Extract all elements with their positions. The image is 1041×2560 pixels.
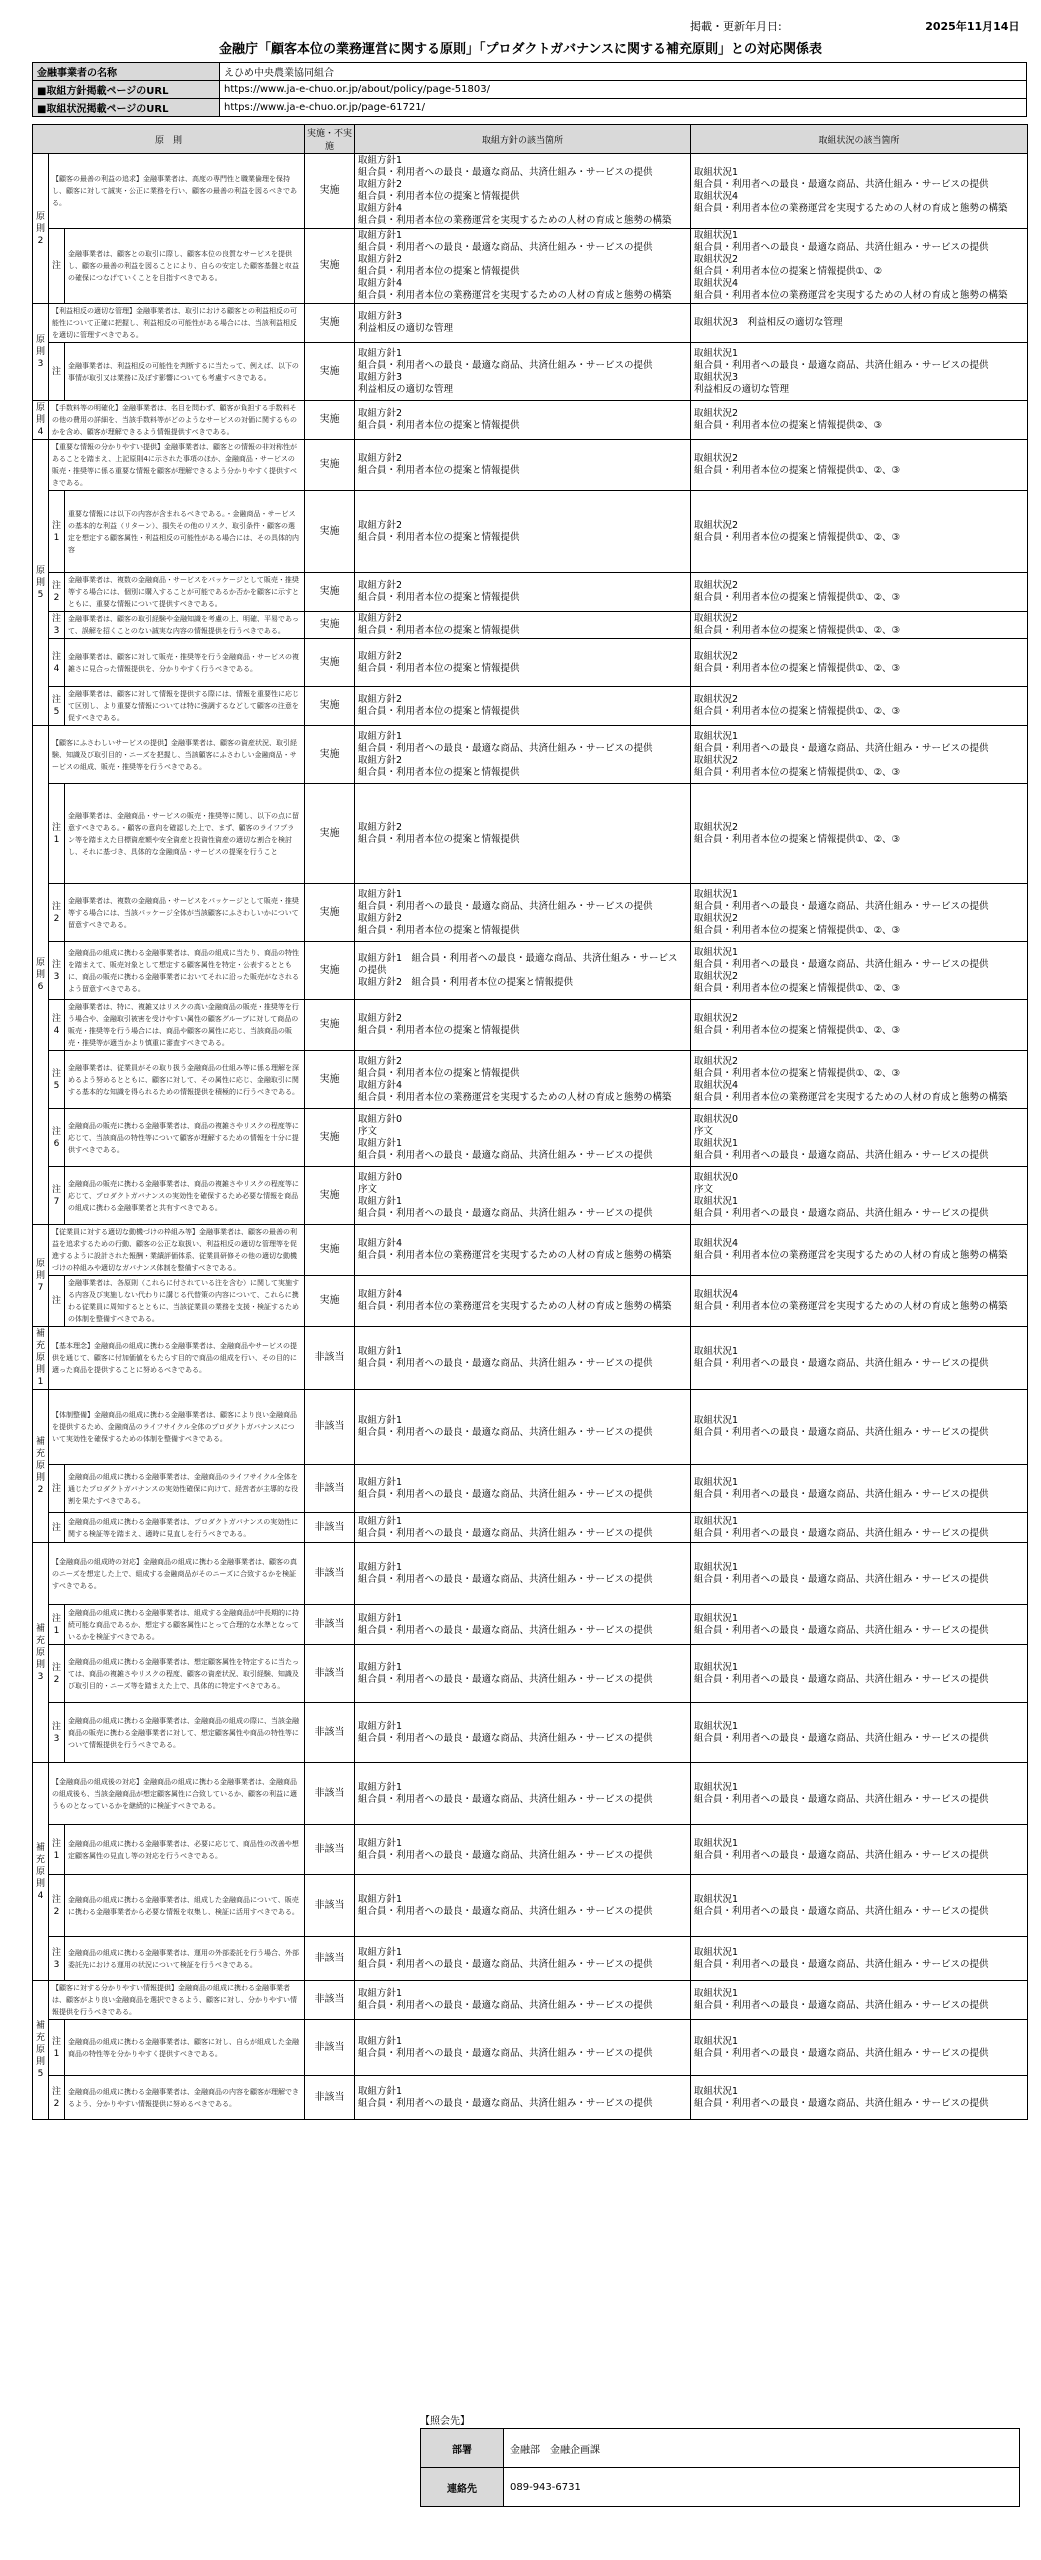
sub-label: 注3	[49, 942, 65, 1000]
policy-ref: 取組方針1 組合員・利用者への最良・最適な商品、共済仕組み・サービスの提供	[355, 1390, 691, 1465]
status-cell: 実施	[305, 229, 355, 304]
policy-ref: 取組方針0 序文 取組方針1 組合員・利用者への最良・最適な商品、共済仕組み・サービスの提供	[355, 1167, 691, 1225]
table-row	[33, 491, 1028, 573]
col-header-progress: 取組状況の該当箇所	[691, 125, 1028, 154]
status-cell: 実施	[305, 440, 355, 491]
status-ref: 取組状況1 組合員・利用者への最良・最適な商品、共済仕組み・サービスの提供	[691, 1981, 1028, 2020]
status-cell: 実施	[305, 1276, 355, 1327]
policy-ref: 取組方針1 組合員・利用者への最良・最適な商品、共済仕組み・サービスの提供	[355, 1981, 691, 2020]
status-cell: 実施	[305, 1000, 355, 1051]
status-ref: 取組状況1 組合員・利用者への最良・最適な商品、共済仕組み・サービスの提供	[691, 2020, 1028, 2076]
sub-label: 注2	[49, 1645, 65, 1703]
table-row	[33, 1109, 1028, 1167]
org-label: 金融事業者の名称	[33, 63, 220, 81]
sub-label: 注5	[49, 1051, 65, 1109]
table-row	[33, 1825, 1028, 1875]
sub-label: 注5	[49, 687, 65, 726]
contact-tel-value: 089-943-6731	[504, 2468, 1020, 2507]
principle-text: 金融事業者は、顧客に対して販売・推奨等を行う金融商品・サービスの複雑さに見合った情報提供を、分かりやすく行うべきである。	[65, 639, 305, 687]
table-row	[33, 612, 1028, 639]
table-row	[33, 1390, 1028, 1465]
table-row	[33, 726, 1028, 784]
status-cell: 実施	[305, 884, 355, 942]
principle-text: 【手数料等の明確化】金融事業者は、名目を問わず、顧客が負担する手数料その他の費用の詳細を、当該手数料等がどのようなサービスの対価に関するものかを含め、顧客が理解できるよう情報提供すべきである。	[49, 401, 305, 440]
policy-ref: 取組方針2 組合員・利用者本位の提案と情報提供	[355, 1000, 691, 1051]
status-cell: 非該当	[305, 1513, 355, 1543]
table-row	[33, 2020, 1028, 2076]
table-row	[33, 154, 1028, 229]
status-ref: 取組状況1 組合員・利用者への最良・最適な商品、共済仕組み・サービスの提供	[691, 2076, 1028, 2120]
policy-ref: 取組方針3 利益相反の適切な管理	[355, 304, 691, 343]
status-ref: 取組状況2 組合員・利用者本位の提案と情報提供①、②、③ 取組状況4 組合員・利用者本位の業務運営を実現するための人材の育成と態勢の構築	[691, 1051, 1028, 1109]
table-row	[33, 639, 1028, 687]
table-row	[33, 1763, 1028, 1825]
principle-text: 【従業員に対する適切な動機づけの枠組み等】金融事業者は、顧客の最善の利益を追求するための行動、顧客の公正な取扱い、利益相反の適切な管理等を促進するように設計された報酬・業績評価体系、従業員研修その他の適切な動機づけの枠組みや適切なガバナンス体制を整備すべきである。	[49, 1225, 305, 1276]
policy-ref: 取組方針4 組合員・利用者本位の業務運営を実現するための人材の育成と態勢の構築	[355, 1225, 691, 1276]
status-ref: 取組状況1 組合員・利用者への最良・最適な商品、共済仕組み・サービスの提供	[691, 1543, 1028, 1605]
sub-label: 注	[49, 343, 65, 401]
contact-dept-value: 金融部 金融企画課	[504, 2429, 1020, 2468]
table-row	[33, 1327, 1028, 1390]
table-row	[33, 1937, 1028, 1981]
sub-label: 注3	[49, 1937, 65, 1981]
table-row	[33, 1543, 1028, 1605]
status-ref: 取組状況2 組合員・利用者本位の提案と情報提供①、②、③	[691, 1000, 1028, 1051]
document-title: 金融庁「顧客本位の業務運営に関する原則」「プロダクトガバナンスに関する補充原則」との対応関係表	[218, 42, 823, 57]
status-ref: 取組状況3 利益相反の適切な管理	[691, 304, 1028, 343]
policy-ref: 取組方針1 組合員・利用者への最良・最適な商品、共済仕組み・サービスの提供 取組方針2 組合員・利用者本位の提案と情報提供	[355, 942, 691, 1000]
status-cell: 実施	[305, 1167, 355, 1225]
contact-tel-label: 連絡先	[421, 2468, 504, 2507]
table-row	[33, 1465, 1028, 1513]
policy-ref: 取組方針2 組合員・利用者本位の提案と情報提供 取組方針4 組合員・利用者本位の業務運営を実現するための人材の育成と態勢の構築	[355, 1051, 691, 1109]
table-row	[33, 1645, 1028, 1703]
principle-text: 【体制整備】金融商品の組成に携わる金融事業者は、顧客により良い金融商品を提供するため、金融商品のライフサイクル全体のプロダクトガバナンスについて実効性を確保するための体制を整備すべきである。	[49, 1390, 305, 1465]
sub-label: 注2	[49, 573, 65, 612]
sub-label: 注3	[49, 1703, 65, 1763]
table-row	[33, 401, 1028, 440]
principle-text: 重要な情報には以下の内容が含まれるべきである。・金融商品・サービスの基本的な利益（リターン）、損失その他のリスク、取引条件・顧客の選定を想定する顧客属性・利益相反の可能性がある場合には、その具体的内容	[65, 491, 305, 573]
principle-text: 金融事業者は、各原則（これらに付されている注を含む）に関して実施する内容及び実施しない代わりに講じる代替策の内容について、これらに携わる従業員に周知するとともに、当該従業員の業務を支援・検証するための体制を整備すべきである。	[65, 1276, 305, 1327]
pubdate-value: 2025年11月14日	[925, 20, 1020, 33]
status-cell: 非該当	[305, 1390, 355, 1465]
status-cell: 実施	[305, 1225, 355, 1276]
status-ref: 取組状況1 組合員・利用者への最良・最適な商品、共済仕組み・サービスの提供	[691, 1763, 1028, 1825]
policy-ref: 取組方針1 組合員・利用者への最良・最適な商品、共済仕組み・サービスの提供	[355, 1937, 691, 1981]
status-ref: 取組状況1 組合員・利用者への最良・最適な商品、共済仕組み・サービスの提供 取組状況2 組合員・利用者本位の提案と情報提供①、②、③	[691, 884, 1028, 942]
policy-ref: 取組方針1 組合員・利用者への最良・最適な商品、共済仕組み・サービスの提供 取組方針2 組合員・利用者本位の提案と情報提供 取組方針4 組合員・利用者本位の業務運営を実現するための人材の育成と態勢の構築	[355, 229, 691, 304]
status-ref: 取組状況1 組合員・利用者への最良・最適な商品、共済仕組み・サービスの提供	[691, 1825, 1028, 1875]
section-label: 補充原則2	[33, 1390, 49, 1543]
section-label: 補充原則1	[33, 1327, 49, 1390]
policy-ref: 取組方針1 組合員・利用者への最良・最適な商品、共済仕組み・サービスの提供	[355, 1327, 691, 1390]
status-ref: 取組状況1 組合員・利用者への最良・最適な商品、共済仕組み・サービスの提供	[691, 1605, 1028, 1645]
table-row	[33, 343, 1028, 401]
status-ref: 取組状況1 組合員・利用者への最良・最適な商品、共済仕組み・サービスの提供 取組状況2 組合員・利用者本位の提案と情報提供①、②、③	[691, 726, 1028, 784]
table-row	[33, 1703, 1028, 1763]
principle-text: 金融商品の組成に携わる金融事業者は、必要に応じて、商品性の改善や想定顧客属性の見直し等の対応を行うべきである。	[65, 1825, 305, 1875]
col-header-policy: 取組方針の該当箇所	[355, 125, 691, 154]
principle-text: 金融事業者は、従業員がその取り扱う金融商品の仕組み等に係る理解を深めるよう努めるとともに、顧客に対して、その属性に応じ、金融取引に関する基本的な知識を得られるための情報提供を積極的に行うべきである。	[65, 1051, 305, 1109]
policy-ref: 取組方針1 組合員・利用者への最良・最適な商品、共済仕組み・サービスの提供	[355, 1875, 691, 1937]
principle-text: 金融事業者は、金融商品・サービスの販売・推奨等に関し、以下の点に留意すべきである。・顧客の意向を確認した上で、まず、顧客のライフプラン等を踏まえた目標資産額や安全資産と投資性資産の適切な割合を検討し、それに基づき、具体的な金融商品・サービスの提案を行うこと	[65, 784, 305, 884]
status-ref: 取組状況1 組合員・利用者への最良・最適な商品、共済仕組み・サービスの提供 取組状況3 利益相反の適切な管理	[691, 343, 1028, 401]
policy-ref: 取組方針1 組合員・利用者への最良・最適な商品、共済仕組み・サービスの提供	[355, 1703, 691, 1763]
status-cell: 実施	[305, 401, 355, 440]
table-row	[33, 1981, 1028, 2020]
policy-ref: 取組方針1 組合員・利用者への最良・最適な商品、共済仕組み・サービスの提供	[355, 1645, 691, 1703]
sub-label: 注4	[49, 1000, 65, 1051]
pubdate	[690, 18, 1019, 34]
table-row	[33, 1513, 1028, 1543]
status-ref: 取組状況4 組合員・利用者本位の業務運営を実現するための人材の育成と態勢の構築	[691, 1225, 1028, 1276]
principle-text: 金融商品の組成に携わる金融事業者は、運用の外部委託を行う場合、外部委託先における運用の状況について検証を行うべきである。	[65, 1937, 305, 1981]
sub-label: 注1	[49, 1605, 65, 1645]
status-cell: 非該当	[305, 1981, 355, 2020]
col-header-status: 実施・不実施	[305, 125, 355, 154]
table-row	[33, 1276, 1028, 1327]
principle-text: 金融商品の組成に携わる金融事業者は、商品の組成に当たり、商品の特性を踏まえて、販売対象として想定する顧客属性を特定・公表するとともに、商品の販売に携わる金融事業者においてそれに沿った販売がなされるよう留意すべきである。	[65, 942, 305, 1000]
policy-ref: 取組方針2 組合員・利用者本位の提案と情報提供	[355, 687, 691, 726]
sub-label: 注1	[49, 491, 65, 573]
section-label: 原則4	[33, 401, 49, 440]
policy-ref: 取組方針2 組合員・利用者本位の提案と情報提供	[355, 639, 691, 687]
status-cell: 実施	[305, 687, 355, 726]
principle-text: 金融事業者は、利益相反の可能性を判断するに当たって、例えば、以下の事情が取引又は業務に及ぼす影響についても考慮すべきである。	[65, 343, 305, 401]
status-cell: 実施	[305, 343, 355, 401]
sub-label: 注	[49, 229, 65, 304]
policy-ref: 取組方針1 組合員・利用者への最良・最適な商品、共済仕組み・サービスの提供	[355, 1543, 691, 1605]
status-cell: 実施	[305, 573, 355, 612]
policy-ref: 取組方針2 組合員・利用者本位の提案と情報提供	[355, 491, 691, 573]
table-row	[33, 687, 1028, 726]
status-cell: 実施	[305, 491, 355, 573]
status-ref: 取組状況1 組合員・利用者への最良・最適な商品、共済仕組み・サービスの提供	[691, 1645, 1028, 1703]
sub-label: 注7	[49, 1167, 65, 1225]
status-ref: 取組状況2 組合員・利用者本位の提案と情報提供①、②、③	[691, 573, 1028, 612]
status-ref: 取組状況1 組合員・利用者への最良・最適な商品、共済仕組み・サービスの提供	[691, 1703, 1028, 1763]
section-label: 補充原則3	[33, 1543, 49, 1763]
policy-ref: 取組方針1 組合員・利用者への最良・最適な商品、共済仕組み・サービスの提供	[355, 1465, 691, 1513]
policy-ref: 取組方針1 組合員・利用者への最良・最適な商品、共済仕組み・サービスの提供	[355, 1825, 691, 1875]
table-row	[33, 573, 1028, 612]
table-row	[33, 440, 1028, 491]
principle-text: 金融事業者は、複数の金融商品・サービスをパッケージとして販売・推奨等する場合には、個別に購入することが可能であるか否かを顧客に示すとともに、重要な情報について提供すべきである。	[65, 573, 305, 612]
status-cell: 実施	[305, 304, 355, 343]
status-cell: 実施	[305, 1051, 355, 1109]
table-row	[33, 784, 1028, 884]
table-row	[33, 1051, 1028, 1109]
policy-ref: 取組方針1 組合員・利用者への最良・最適な商品、共済仕組み・サービスの提供	[355, 1763, 691, 1825]
status-ref: 取組状況2 組合員・利用者本位の提案と情報提供②、③	[691, 401, 1028, 440]
principle-text: 【顧客にふさわしいサービスの提供】金融事業者は、顧客の資産状況、取引経験、知識及び取引目的・ニーズを把握し、当該顧客にふさわしい金融商品・サービスの組成、販売・推奨等を行うべきである。	[49, 726, 305, 784]
status-url-link[interactable]: https://www.ja-e-chuo.or.jp/page-61721/	[220, 99, 1027, 117]
policy-ref: 取組方針4 組合員・利用者本位の業務運営を実現するための人材の育成と態勢の構築	[355, 1276, 691, 1327]
policy-ref: 取組方針1 組合員・利用者への最良・最適な商品、共済仕組み・サービスの提供	[355, 1513, 691, 1543]
meta-table	[32, 62, 1027, 117]
principle-text: 金融商品の組成に携わる金融事業者は、顧客に対し、自らが組成した金融商品の特性等を分かりやすく提供すべきである。	[65, 2020, 305, 2076]
section-label: 原則5	[33, 440, 49, 726]
status-cell: 実施	[305, 639, 355, 687]
section-label: 原則3	[33, 304, 49, 401]
table-row	[33, 942, 1028, 1000]
policy-ref: 取組方針1 組合員・利用者への最良・最適な商品、共済仕組み・サービスの提供 取組方針2 組合員・利用者本位の提案と情報提供 取組方針4 組合員・利用者本位の業務運営を実現するための人材の育成と態勢の構築	[355, 154, 691, 229]
policy-ref: 取組方針2 組合員・利用者本位の提案と情報提供	[355, 612, 691, 639]
policy-ref: 取組方針1 組合員・利用者への最良・最適な商品、共済仕組み・サービスの提供 取組方針2 組合員・利用者本位の提案と情報提供	[355, 726, 691, 784]
status-ref: 取組状況1 組合員・利用者への最良・最適な商品、共済仕組み・サービスの提供 取組状況2 組合員・利用者本位の提案と情報提供①、②、③	[691, 942, 1028, 1000]
principle-text: 【金融商品の組成時の対応】金融商品の組成に携わる金融事業者は、顧客の真のニーズを想定した上で、組成する金融商品がそのニーズに合致するかを検証すべきである。	[49, 1543, 305, 1605]
principle-text: 金融商品の組成に携わる金融事業者は、金融商品の内容を顧客が理解できるよう、分かりやすい情報提供に努めるべきである。	[65, 2076, 305, 2120]
section-label: 原則6	[33, 726, 49, 1225]
principle-text: 【顧客の最善の利益の追求】金融事業者は、高度の専門性と職業倫理を保持し、顧客に対して誠実・公正に業務を行い、顧客の最善の利益を図るべきである。	[49, 154, 305, 229]
status-ref: 取組状況1 組合員・利用者への最良・最適な商品、共済仕組み・サービスの提供	[691, 1390, 1028, 1465]
sub-label: 注4	[49, 639, 65, 687]
col-header-principle: 原 則	[33, 125, 305, 154]
principle-text: 金融商品の販売に携わる金融事業者は、商品の複雑さやリスクの程度等に応じて、当該商品の特性等について顧客が理解するための情報を十分に提供すべきである。	[65, 1109, 305, 1167]
status-cell: 非該当	[305, 1645, 355, 1703]
correspondence-table	[32, 124, 1028, 2120]
status-cell: 実施	[305, 1109, 355, 1167]
principle-text: 金融商品の組成に携わる金融事業者は、金融商品の組成の際に、当該金融商品の販売に携わる金融事業者に対して、想定顧客属性や商品の特性等について情報提供を行うべきである。	[65, 1703, 305, 1763]
status-ref: 取組状況2 組合員・利用者本位の提案と情報提供①、②、③	[691, 491, 1028, 573]
policy-ref: 取組方針0 序文 取組方針1 組合員・利用者への最良・最適な商品、共済仕組み・サービスの提供	[355, 1109, 691, 1167]
status-ref: 取組状況2 組合員・利用者本位の提案と情報提供①、②、③	[691, 784, 1028, 884]
pubdate-label: 掲載・更新年月日:	[690, 20, 782, 33]
status-cell: 非該当	[305, 1543, 355, 1605]
status-ref: 取組状況1 組合員・利用者への最良・最適な商品、共済仕組み・サービスの提供	[691, 1513, 1028, 1543]
policy-ref: 取組方針1 組合員・利用者への最良・最適な商品、共済仕組み・サービスの提供 取組方針3 利益相反の適切な管理	[355, 343, 691, 401]
status-cell: 非該当	[305, 1327, 355, 1390]
table-row	[33, 1167, 1028, 1225]
sub-label: 注	[49, 1513, 65, 1543]
sub-label: 注1	[49, 784, 65, 884]
policy-ref: 取組方針1 組合員・利用者への最良・最適な商品、共済仕組み・サービスの提供	[355, 2076, 691, 2120]
principle-text: 金融商品の組成に携わる金融事業者は、組成する金融商品が中長期的に持続可能な商品であるか、想定する顧客属性にとって合理的な水準となっているかを検証すべきである。	[65, 1605, 305, 1645]
policy-ref: 取組方針1 組合員・利用者への最良・最適な商品、共済仕組み・サービスの提供	[355, 2020, 691, 2076]
status-url-label: ■取組状況掲載ページのURL	[33, 99, 220, 117]
section-label: 補充原則4	[33, 1763, 49, 1981]
principle-text: 金融事業者は、顧客に対して情報を提供する際には、情報を重要性に応じて区別し、より重要な情報については特に強調するなどして顧客の注意を促すべきである。	[65, 687, 305, 726]
principle-text: 【利益相反の適切な管理】金融事業者は、取引における顧客との利益相反の可能性について正確に把握し、利益相反の可能性がある場合には、当該利益相反を適切に管理すべきである。	[49, 304, 305, 343]
status-ref: 取組状況1 組合員・利用者への最良・最適な商品、共済仕組み・サービスの提供	[691, 1327, 1028, 1390]
status-cell: 非該当	[305, 2076, 355, 2120]
policy-ref: 取組方針1 組合員・利用者への最良・最適な商品、共済仕組み・サービスの提供	[355, 1605, 691, 1645]
status-cell: 非該当	[305, 1875, 355, 1937]
status-ref: 取組状況0 序文 取組状況1 組合員・利用者への最良・最適な商品、共済仕組み・サービスの提供	[691, 1109, 1028, 1167]
policy-url-link[interactable]: https://www.ja-e-chuo.or.jp/about/policy/page-51803/	[220, 81, 1027, 99]
table-row	[33, 1875, 1028, 1937]
policy-ref: 取組方針2 組合員・利用者本位の提案と情報提供	[355, 440, 691, 491]
section-label: 補充原則5	[33, 1981, 49, 2120]
table-row	[33, 304, 1028, 343]
status-ref: 取組状況1 組合員・利用者への最良・最適な商品、共済仕組み・サービスの提供	[691, 1937, 1028, 1981]
status-cell: 非該当	[305, 1465, 355, 1513]
sub-label: 注2	[49, 2076, 65, 2120]
status-ref: 取組状況2 組合員・利用者本位の提案と情報提供①、②、③	[691, 612, 1028, 639]
status-cell: 実施	[305, 726, 355, 784]
contact-title: 【照会先】	[420, 2416, 470, 2427]
sub-label: 注	[49, 1276, 65, 1327]
status-ref: 取組状況0 序文 取組状況1 組合員・利用者への最良・最適な商品、共済仕組み・サービスの提供	[691, 1167, 1028, 1225]
contact-dept-label: 部署	[421, 2429, 504, 2468]
policy-ref: 取組方針2 組合員・利用者本位の提案と情報提供	[355, 401, 691, 440]
status-cell: 非該当	[305, 1763, 355, 1825]
policy-url-label: ■取組方針掲載ページのURL	[33, 81, 220, 99]
table-row	[33, 229, 1028, 304]
principle-text: 金融事業者は、特に、複雑又はリスクの高い金融商品の販売・推奨等を行う場合や、金融取引被害を受けやすい属性の顧客グループに対して商品の販売・推奨等を行う場合には、商品や顧客の属性に応じ、当該商品の販売・推奨等が適当かより慎重に審査すべきである。	[65, 1000, 305, 1051]
status-cell: 実施	[305, 154, 355, 229]
principle-text: 金融商品の組成に携わる金融事業者は、金融商品のライフサイクル全体を通じたプロダクトガバナンスの実効性確保に向けて、経営者が主導的な役割を果たすべきである。	[65, 1465, 305, 1513]
status-cell: 実施	[305, 784, 355, 884]
policy-ref: 取組方針2 組合員・利用者本位の提案と情報提供	[355, 784, 691, 884]
status-cell: 非該当	[305, 1937, 355, 1981]
principle-text: 金融商品の組成に携わる金融事業者は、組成した金融商品について、販売に携わる金融事業者から必要な情報を収集し、検証に活用すべきである。	[65, 1875, 305, 1937]
principle-text: 金融商品の販売に携わる金融事業者は、商品の複雑さやリスクの程度等に応じて、プロダクトガバナンスの実効性を確保するため必要な情報を商品の組成に携わる金融事業者と共有すべきである。	[65, 1167, 305, 1225]
status-cell: 非該当	[305, 2020, 355, 2076]
policy-ref: 取組方針2 組合員・利用者本位の提案と情報提供	[355, 573, 691, 612]
contact-table	[420, 2428, 1020, 2507]
status-ref: 取組状況1 組合員・利用者への最良・最適な商品、共済仕組み・サービスの提供	[691, 1465, 1028, 1513]
section-label: 原則7	[33, 1225, 49, 1327]
sub-label: 注2	[49, 1875, 65, 1937]
org-value: えひめ中央農業協同組合	[220, 63, 1027, 81]
status-ref: 取組状況4 組合員・利用者本位の業務運営を実現するための人材の育成と態勢の構築	[691, 1276, 1028, 1327]
principle-text: 金融商品の組成に携わる金融事業者は、想定顧客属性を特定するに当たっては、商品の複雑さやリスクの程度、顧客の資産状況、取引経験、知識及び取引目的・ニーズ等を踏まえた上で、具体的に特定すべきである。	[65, 1645, 305, 1703]
sub-label: 注1	[49, 2020, 65, 2076]
status-cell: 非該当	[305, 1605, 355, 1645]
table-row	[33, 884, 1028, 942]
status-ref: 取組状況2 組合員・利用者本位の提案と情報提供①、②、③	[691, 440, 1028, 491]
principle-text: 金融事業者は、顧客の取引経験や金融知識を考慮の上、明確、平易であって、誤解を招くことのない誠実な内容の情報提供を行うべきである。	[65, 612, 305, 639]
table-row	[33, 1225, 1028, 1276]
sub-label: 注6	[49, 1109, 65, 1167]
sub-label: 注3	[49, 612, 65, 639]
principle-text: 【金融商品の組成後の対応】金融商品の組成に携わる金融事業者は、金融商品の組成後も、当該金融商品が想定顧客属性に合致しているか、顧客の利益に適うものとなっているかを継続的に検証すべきである。	[49, 1763, 305, 1825]
sub-label: 注	[49, 1465, 65, 1513]
status-ref: 取組状況1 組合員・利用者への最良・最適な商品、共済仕組み・サービスの提供	[691, 1875, 1028, 1937]
status-ref: 取組状況1 組合員・利用者への最良・最適な商品、共済仕組み・サービスの提供 取組状況4 組合員・利用者本位の業務運営を実現するための人材の育成と態勢の構築	[691, 154, 1028, 229]
sub-label: 注2	[49, 884, 65, 942]
status-ref: 取組状況2 組合員・利用者本位の提案と情報提供①、②、③	[691, 639, 1028, 687]
section-label: 原則2	[33, 154, 49, 304]
principle-text: 金融商品の組成に携わる金融事業者は、プロダクトガバナンスの実効性に関する検証等を踏まえ、適時に見直しを行うべきである。	[65, 1513, 305, 1543]
principle-text: 金融事業者は、複数の金融商品・サービスをパッケージとして販売・推奨等する場合には、当該パッケージ全体が当該顧客にふさわしいかについて留意すべきである。	[65, 884, 305, 942]
status-cell: 非該当	[305, 1825, 355, 1875]
policy-ref: 取組方針1 組合員・利用者への最良・最適な商品、共済仕組み・サービスの提供 取組方針2 組合員・利用者本位の提案と情報提供	[355, 884, 691, 942]
table-row	[33, 2076, 1028, 2120]
principle-text: 【基本理念】金融商品の組成に携わる金融事業者は、金融商品やサービスの提供を通じて、顧客に付加価値をもたらす目的で商品の組成を行い、その目的に適った商品を提供することに努めるべきである。	[49, 1327, 305, 1390]
status-ref: 取組状況1 組合員・利用者への最良・最適な商品、共済仕組み・サービスの提供 取組状況2 組合員・利用者本位の提案と情報提供①、② 取組状況4 組合員・利用者本位の業務運営を実現するための人材の育成と態勢の構築	[691, 229, 1028, 304]
principle-text: 金融事業者は、顧客との取引に際し、顧客本位の良質なサービスを提供し、顧客の最善の利益を図ることにより、自らの安定した顧客基盤と収益の確保につなげていくことを目指すべきである。	[65, 229, 305, 304]
table-row	[33, 1000, 1028, 1051]
principle-text: 【顧客に対する分かりやすい情報提供】金融商品の組成に携わる金融事業者は、顧客がより良い金融商品を選択できるよう、顧客に対し、分かりやすい情報提供を行うべきである。	[49, 1981, 305, 2020]
status-cell: 実施	[305, 612, 355, 639]
status-cell: 非該当	[305, 1703, 355, 1763]
status-ref: 取組状況2 組合員・利用者本位の提案と情報提供①、②、③	[691, 687, 1028, 726]
principle-text: 【重要な情報の分かりやすい提供】金融事業者は、顧客との情報の非対称性があることを踏まえ、上記原則4に示された事項のほか、金融商品・サービスの販売・推奨等に係る重要な情報を顧客が理解できるよう分かりやすく提供すべきである。	[49, 440, 305, 491]
status-cell: 実施	[305, 942, 355, 1000]
sub-label: 注1	[49, 1825, 65, 1875]
table-row	[33, 1605, 1028, 1645]
